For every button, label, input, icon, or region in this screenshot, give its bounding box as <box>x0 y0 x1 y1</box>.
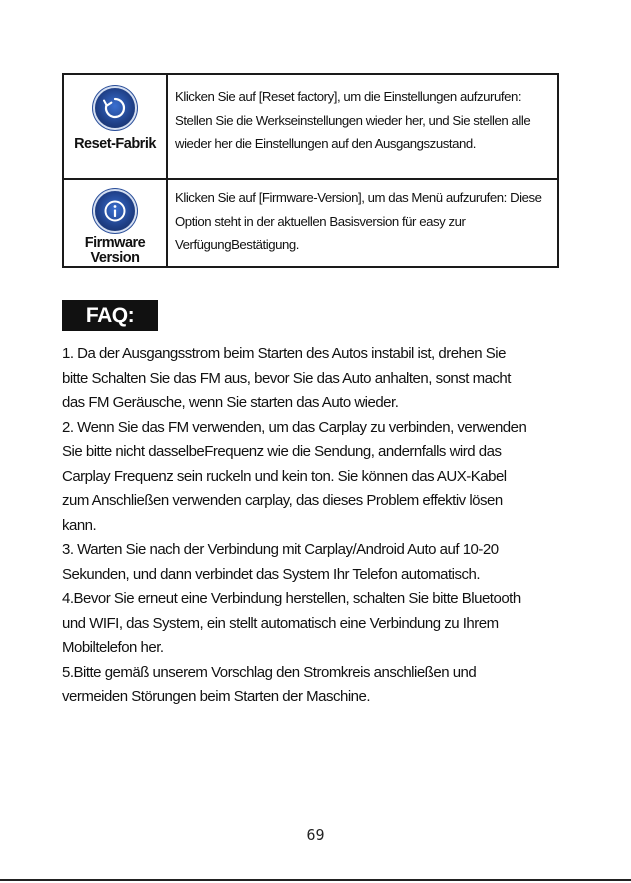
reset-icon <box>95 88 135 128</box>
faq-heading: FAQ: <box>62 300 158 331</box>
icon-cell <box>64 75 168 178</box>
firmware-label: Firmware Version <box>84 235 146 266</box>
faq-item: 5.Bitte gemäß unserem Vorschlag den Stromkreis anschließen und vermeiden Störungen beim Starten der Maschine. <box>62 663 477 705</box>
faq-item: 1. Da der Ausgangsstrom beim Starten des Autos instabil ist, drehen Sie bitte Schalten Sie das FM aus, bevor Sie das Auto anhalten, sonst macht das FM Geräusche, wenn Sie starten das Auto wieder. <box>62 345 511 411</box>
bottom-rule <box>0 879 631 881</box>
firmware-description: Klicken Sie auf [Firmware-Version], um das Menü aufzurufen: Diese Option steht in der aktuellen Basisversion für easy zur VerfügungBestätigung. <box>175 190 542 252</box>
faq-item: 3. Warten Sie nach der Verbindung mit Carplay/Android Auto auf 10-20 Sekunden, und dann verbindet das System Ihr Telefon automatisch. <box>62 541 499 583</box>
reset-label: Reset-Fabrik <box>74 136 156 152</box>
page-number: 69 <box>306 826 325 844</box>
table-row-reset <box>64 75 557 180</box>
settings-table <box>62 73 559 268</box>
faq-list <box>62 342 574 710</box>
info-icon <box>95 191 135 231</box>
table-row-firmware <box>64 180 557 266</box>
reset-description: Klicken Sie auf [Reset factory], um die Einstellungen aufzurufen: Stellen Sie die Werkseinstellungen wieder her, und Sie stellen alle wieder her die Einstellungen auf den Ausgangszustand. <box>175 89 531 151</box>
faq-item: 4.Bevor Sie erneut eine Verbindung herstellen, schalten Sie bitte Bluetooth und WIFI, das System, ein stellt automatisch eine Verbindung zu Ihrem Mobiltelefon her. <box>62 590 521 656</box>
icon-cell <box>64 180 168 266</box>
faq-item: 2. Wenn Sie das FM verwenden, um das Carplay zu verbinden, verwenden Sie bitte nicht dasselbeFrequenz wie die Sendung, andernfalls wird das Carplay Frequenz sein ruckeln und kein ton. Sie können das AUX-Kabel zum Anschließen verwenden carplay, das dieses Problem effektiv lösen kann. <box>62 418 527 534</box>
